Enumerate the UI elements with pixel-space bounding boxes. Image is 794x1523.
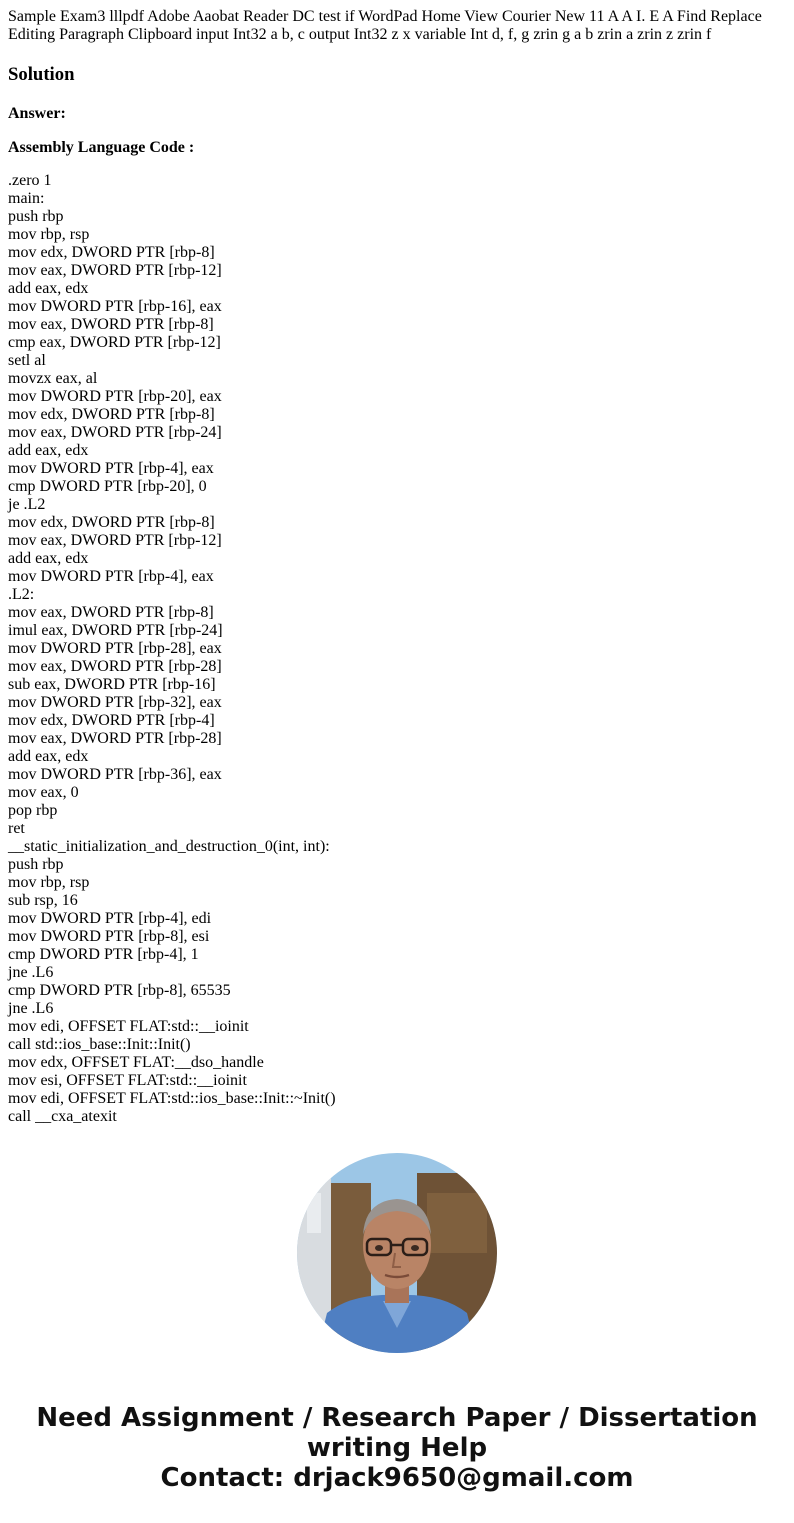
code-line: imul eax, DWORD PTR [rbp-24]: [8, 622, 223, 639]
code-line: mov DWORD PTR [rbp-4], edi: [8, 910, 212, 927]
code-line: mov eax, DWORD PTR [rbp-8]: [8, 316, 214, 333]
code-line: movzx eax, al: [8, 370, 98, 387]
code-line: mov rbp, rsp: [8, 226, 90, 243]
code-line: cmp eax, DWORD PTR [rbp-12]: [8, 334, 221, 351]
code-line: mov edi, OFFSET FLAT:std::__ioinit: [8, 1018, 249, 1035]
code-heading: Assembly Language Code :: [8, 139, 195, 156]
footer-contact-line: Contact: drjack9650@gmail.com: [160, 1463, 634, 1493]
code-line: cmp DWORD PTR [rbp-20], 0: [8, 478, 207, 495]
code-line: mov DWORD PTR [rbp-16], eax: [8, 298, 222, 315]
code-line: jne .L6: [8, 964, 54, 981]
code-line: pop rbp: [8, 802, 58, 819]
code-line: mov DWORD PTR [rbp-4], eax: [8, 568, 214, 585]
code-line: mov DWORD PTR [rbp-20], eax: [8, 388, 222, 405]
code-line: call std::ios_base::Init::Init(): [8, 1036, 191, 1053]
code-line: add eax, edx: [8, 280, 89, 297]
code-line: push rbp: [8, 208, 64, 225]
code-line: mov eax, DWORD PTR [rbp-24]: [8, 424, 222, 441]
assembly-code-block: [8, 172, 786, 1126]
intro-paragraph: Sample Exam3 lllpdf Adobe Aaobat Reader DC test if WordPad Home View Courier New 11 A A I. E A Find Replace Editing Paragraph Clipboard input Int32 a b, c output Int32 z x variable Int d, f, g zrin g a b zrin a zrin z zrin f: [8, 8, 762, 43]
code-line: setl al: [8, 352, 46, 369]
person-photo-icon: [297, 1153, 497, 1353]
code-line: mov edx, DWORD PTR [rbp-8]: [8, 514, 215, 531]
code-line: sub rsp, 16: [8, 892, 78, 909]
footer-banner: [0, 1403, 794, 1493]
code-line: call __cxa_atexit: [8, 1108, 117, 1125]
code-line: mov edx, OFFSET FLAT:__dso_handle: [8, 1054, 264, 1071]
code-line: .L2:: [8, 586, 35, 603]
code-line: ret: [8, 820, 25, 837]
code-line: cmp DWORD PTR [rbp-8], 65535: [8, 982, 231, 999]
code-line: sub eax, DWORD PTR [rbp-16]: [8, 676, 216, 693]
code-line: .zero 1: [8, 172, 52, 189]
code-line: main:: [8, 190, 45, 207]
code-line: add eax, edx: [8, 442, 89, 459]
code-line: mov eax, DWORD PTR [rbp-28]: [8, 658, 222, 675]
footer-line-1: Need Assignment / Research Paper / Dissertation: [36, 1403, 758, 1433]
code-line: mov edx, DWORD PTR [rbp-8]: [8, 244, 215, 261]
solution-heading: Solution: [8, 64, 75, 85]
code-line: mov eax, DWORD PTR [rbp-12]: [8, 262, 222, 279]
code-line: mov DWORD PTR [rbp-32], eax: [8, 694, 222, 711]
code-line: mov DWORD PTR [rbp-8], esi: [8, 928, 210, 945]
code-line: add eax, edx: [8, 748, 89, 765]
code-line: je .L2: [8, 496, 46, 513]
avatar: [297, 1153, 497, 1353]
code-line: mov eax, DWORD PTR [rbp-28]: [8, 730, 222, 747]
code-line: jne .L6: [8, 1000, 54, 1017]
code-line: add eax, edx: [8, 550, 89, 567]
code-line: mov esi, OFFSET FLAT:std::__ioinit: [8, 1072, 247, 1089]
code-line: mov rbp, rsp: [8, 874, 90, 891]
answer-label: Answer:: [8, 105, 66, 122]
code-line: mov DWORD PTR [rbp-4], eax: [8, 460, 214, 477]
code-line: __static_initialization_and_destruction_0(int, int):: [8, 838, 330, 855]
code-line: mov eax, 0: [8, 784, 79, 801]
code-line: mov eax, DWORD PTR [rbp-12]: [8, 532, 222, 549]
code-line: mov DWORD PTR [rbp-36], eax: [8, 766, 222, 783]
code-line: cmp DWORD PTR [rbp-4], 1: [8, 946, 199, 963]
code-line: push rbp: [8, 856, 64, 873]
code-line: mov edx, DWORD PTR [rbp-8]: [8, 406, 215, 423]
code-line: mov DWORD PTR [rbp-28], eax: [8, 640, 222, 657]
footer-line-2: writing Help: [306, 1433, 488, 1463]
code-line: mov eax, DWORD PTR [rbp-8]: [8, 604, 214, 621]
code-line: mov edx, DWORD PTR [rbp-4]: [8, 712, 215, 729]
code-line: mov edi, OFFSET FLAT:std::ios_base::Init::~Init(): [8, 1090, 336, 1107]
